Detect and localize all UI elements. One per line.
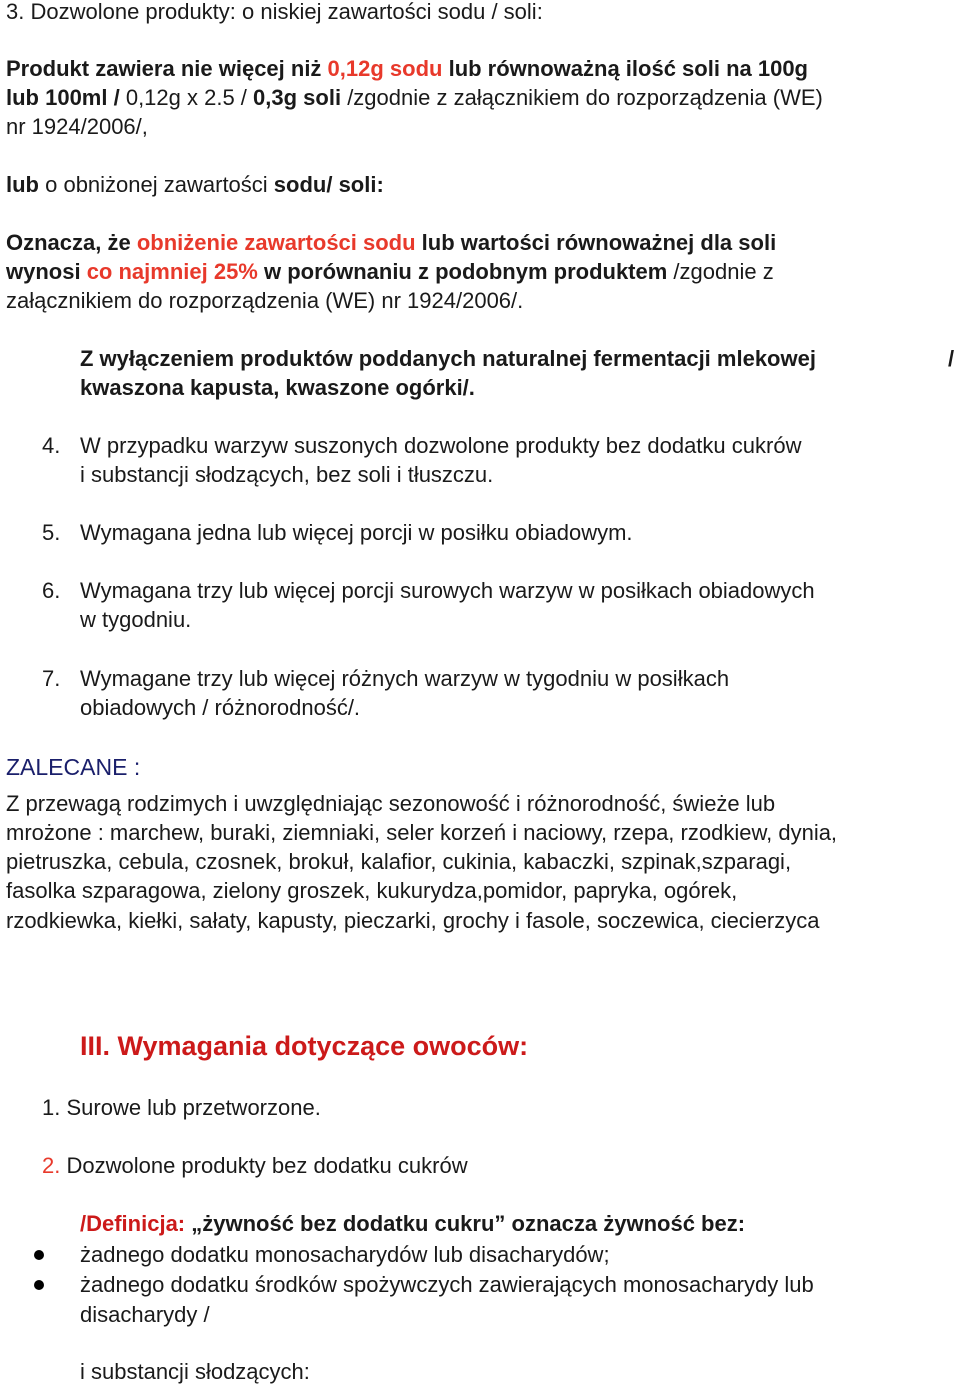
- reduced-text: o obniżonej zawartości: [39, 172, 274, 197]
- exclusion-slash: /: [948, 346, 955, 371]
- item-6-number: 6.: [42, 578, 61, 603]
- recommended-line-5: rzodkiewka, kiełki, sałaty, kapusty, pieczarki, grochy i fasole, soczewica, ciecierzyca: [6, 908, 820, 933]
- section-3-heading: 3. Dozwolone produkty: o niskiej zawartości sodu / soli:: [6, 0, 543, 24]
- equivalent-text: lub wartości równoważnej dla soli: [415, 230, 777, 255]
- recommended-heading: ZALECANE :: [6, 754, 141, 780]
- fruit-requirements-heading: III. Wymagania dotyczące owoców:: [80, 1031, 529, 1061]
- item-6-line-2: w tygodniu.: [80, 607, 192, 632]
- sodium-limit-line-1: [6, 54, 808, 84]
- recommended-line-2: mrożone : marchew, buraki, ziemniaki, seler korzeń i naciowy, rzepa, rzodkiew, dynia,: [6, 820, 838, 845]
- fruit-item-1: [42, 1093, 321, 1123]
- item-5-line-1: Wymagana jedna lub więcej porcji w posiłku obiadowym.: [80, 520, 633, 545]
- comparison-text: w porównaniu z podobnym produktem: [257, 259, 668, 284]
- or-text: lub: [6, 172, 39, 197]
- fruit-item-1-number: 1.: [42, 1095, 61, 1120]
- item-7-line-1: Wymagane trzy lub więcej różnych warzyw w tygodniu w posiłkach: [80, 666, 730, 691]
- per-100ml-text: lub 100ml /: [6, 85, 126, 110]
- amounts-text: wynosi: [6, 259, 87, 284]
- bullet-2-line-1: żadnego dodatku środków spożywczych zawierających monosacharydy lub: [80, 1272, 814, 1297]
- item-4-number: 4.: [42, 433, 61, 458]
- item-6-line-1: Wymagana trzy lub więcej porcji surowych warzyw w posiłkach obiadowych: [80, 578, 815, 603]
- bullet-dot-1: [34, 1250, 44, 1260]
- item-7-line-2: obiadowych / różnorodność/.: [80, 695, 361, 720]
- bullet-1-text: żadnego dodatku monosacharydów lub disacharydów;: [80, 1242, 610, 1267]
- recommended-line-3: pietruszka, cebula, czosnek, brokuł, kalafior, cukinia, kabaczki, szpinak,szparagi,: [6, 849, 792, 874]
- conversion-text: 0,12g x 2.5 /: [125, 85, 254, 110]
- regulation-number: nr 1924/2006/,: [6, 114, 148, 139]
- definition-line-3: załącznikiem do rozporządzenia (WE) nr 1924/2006/.: [6, 288, 524, 313]
- recommended-line-1: Z przewagą rodzimych i uwzględniając sezonowość i różnorodność, świeże lub: [6, 791, 776, 816]
- item-7-number: 7.: [42, 666, 61, 691]
- sodium-limit-text: Produkt zawiera nie więcej niż: [6, 56, 328, 81]
- regulation-ref: /zgodnie z załącznikiem do rozporządzenia (WE): [341, 85, 823, 110]
- sodium-value: 0,12g sodu: [327, 56, 443, 81]
- item-5-number: 5.: [42, 520, 61, 545]
- percent-text: co najmniej 25%: [86, 259, 258, 284]
- means-text: Oznacza, że: [6, 230, 137, 255]
- definition-label: /Definicja:: [80, 1211, 192, 1236]
- sweeteners-line: i substancji słodzących:: [80, 1359, 310, 1384]
- exclusion-line-1: Z wyłączeniem produktów poddanych naturalnej fermentacji mlekowej: [80, 346, 816, 371]
- definition-line-2: [6, 257, 774, 287]
- fruit-item-2-number: 2.: [42, 1153, 61, 1178]
- sodium-limit-text-2: lub równoważną ilość soli na 100g: [442, 56, 808, 81]
- item-4-line-2: i substancji słodzących, bez soli i tłuszczu.: [80, 462, 494, 487]
- fruit-item-2: [42, 1151, 468, 1181]
- exclusion-line-2: kwaszona kapusta, kwaszone ogórki/.: [80, 375, 475, 400]
- sodium-limit-line-2: [6, 83, 823, 113]
- salt-value: 0,3g soli: [253, 85, 342, 110]
- reduction-text: obniżenie zawartości sodu: [136, 230, 416, 255]
- reduced-sodium-heading: [6, 170, 384, 200]
- sodium-salt-text: sodu/ soli:: [273, 172, 384, 197]
- recommended-line-4: fasolka szparagowa, zielony groszek, kukurydza,pomidor, papryka, ogórek,: [6, 878, 738, 903]
- bullet-2-line-2: disacharydy /: [80, 1302, 210, 1327]
- item-4-line-1: W przypadku warzyw suszonych dozwolone produkty bez dodatku cukrów: [80, 433, 802, 458]
- according-text: /zgodnie z: [667, 259, 774, 284]
- no-added-sugar-term: „żywność bez dodatku cukru”: [191, 1211, 506, 1236]
- fruit-item-1-text: Surowe lub przetworzone.: [60, 1095, 321, 1120]
- fruit-item-2-text: Dozwolone produkty bez dodatku cukrów: [60, 1153, 468, 1178]
- definition-line-1: [6, 228, 776, 258]
- bullet-dot-2: [34, 1280, 44, 1290]
- definition-sugar: [80, 1209, 745, 1239]
- definition-means: oznacza żywność bez:: [505, 1211, 746, 1236]
